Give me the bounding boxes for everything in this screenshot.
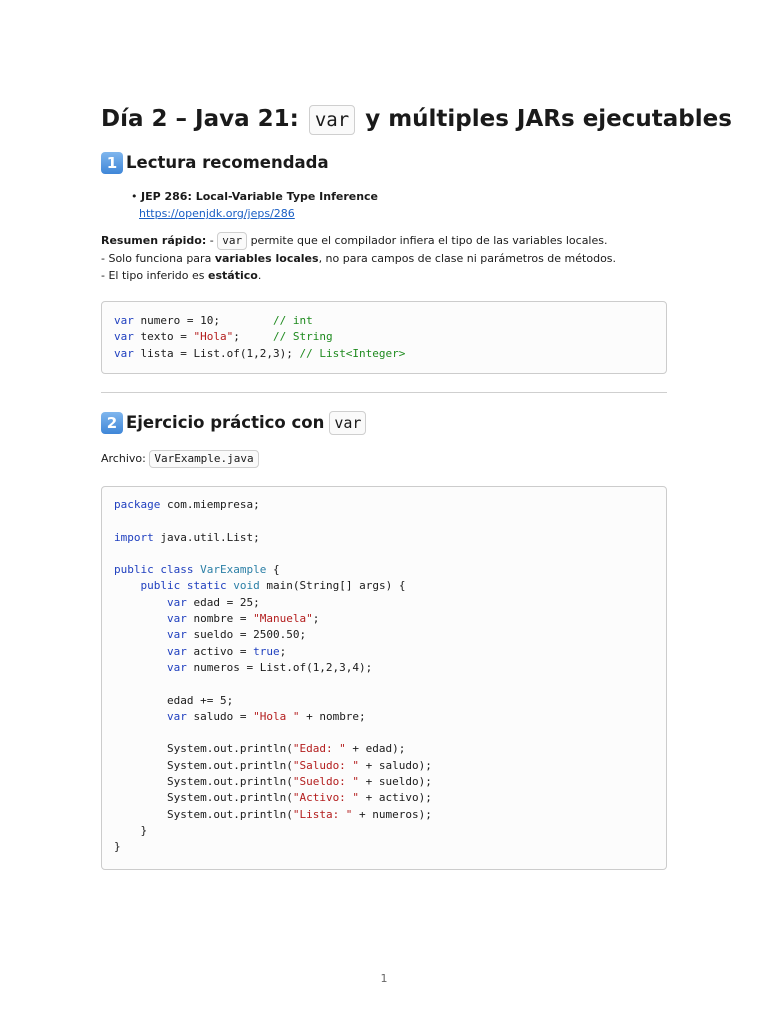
code-token: edad = 25; bbox=[186, 595, 260, 609]
code-string: "Saludo: " bbox=[292, 758, 360, 772]
code-token: numeros = List.of(1,2,3,4); bbox=[186, 660, 373, 674]
code-token: var bbox=[166, 644, 187, 658]
code-token: var bbox=[166, 709, 187, 723]
reading-bullet bbox=[131, 188, 378, 222]
code-token: public bbox=[114, 563, 154, 577]
code-token: + edad); bbox=[345, 742, 406, 756]
code-token: var bbox=[166, 628, 187, 642]
code-string: "Hola " bbox=[253, 709, 300, 723]
code-type: void bbox=[233, 579, 260, 593]
section-divider bbox=[101, 392, 667, 393]
code-string: "Activo: " bbox=[292, 791, 360, 805]
code-token: + sueldo); bbox=[359, 775, 432, 789]
code-string: "Hola" bbox=[193, 330, 234, 344]
code-token: sueldo = 2500.50; bbox=[186, 628, 307, 642]
code-token: var bbox=[166, 595, 187, 609]
summary-l3-pre: - El tipo inferido es bbox=[101, 269, 205, 282]
code-token: System.out.println( bbox=[166, 791, 293, 805]
section-2-heading bbox=[101, 410, 366, 436]
summary-block bbox=[101, 232, 616, 284]
code-token: public bbox=[140, 579, 181, 593]
summary-l2-post: , no para campos de clase ni parámetros de métodos. bbox=[318, 252, 617, 265]
code-token: import bbox=[114, 530, 154, 544]
code-comment: // List<Integer> bbox=[299, 346, 406, 360]
code-token: { bbox=[266, 563, 280, 577]
page-title bbox=[101, 100, 732, 138]
section-2-title: Ejercicio práctico con bbox=[126, 413, 325, 432]
page-number: 1 bbox=[380, 972, 388, 985]
code-token: + activo); bbox=[359, 791, 432, 805]
code-block-var-examples bbox=[101, 301, 667, 374]
file-label: Archivo: bbox=[101, 452, 146, 465]
code-token: java.util.List; bbox=[153, 530, 260, 544]
summary-label: Resumen rápido: bbox=[101, 234, 207, 247]
bullet-title: JEP 286: Local-Variable Type Inference bbox=[141, 190, 379, 203]
code-token: nombre = bbox=[186, 612, 254, 626]
code-token: + saludo); bbox=[359, 758, 432, 772]
code-token: var bbox=[114, 314, 134, 327]
summary-l2-pre: - Solo funciona para bbox=[101, 252, 212, 265]
code-block-varexample bbox=[101, 486, 667, 870]
code-string: "Sueldo: " bbox=[292, 775, 360, 789]
code-token: com.miempresa; bbox=[160, 498, 260, 511]
code-token: true bbox=[253, 644, 280, 658]
code-token: var bbox=[114, 330, 134, 344]
code-token: numero = 10; bbox=[133, 314, 273, 327]
code-string: "Manuela" bbox=[253, 612, 313, 626]
file-name-code: VarExample.java bbox=[149, 450, 258, 468]
code-token: System.out.println( bbox=[166, 742, 293, 756]
code-comment: // int bbox=[272, 314, 313, 327]
title-text-before: Día 2 – Java 21: bbox=[101, 106, 299, 132]
code-token: } bbox=[114, 840, 121, 854]
section-1-title: Lectura recomendada bbox=[126, 153, 329, 172]
keycap-two-icon: 2 bbox=[101, 412, 123, 434]
code-string: "Lista: " bbox=[292, 807, 353, 821]
code-token: + nombre; bbox=[299, 709, 366, 723]
section-1-heading bbox=[101, 150, 329, 176]
code-token: System.out.println( bbox=[166, 758, 293, 772]
code-token: package bbox=[114, 498, 161, 511]
code-token: activo = bbox=[186, 644, 254, 658]
code-token: System.out.println( bbox=[166, 775, 293, 789]
code-token: lista = List.of(1,2,3); bbox=[133, 346, 300, 360]
code-token: static bbox=[186, 579, 227, 593]
section-2-code-var: var bbox=[329, 411, 366, 435]
code-token: edad += 5; bbox=[166, 693, 234, 707]
code-token: ; bbox=[233, 330, 273, 344]
summary-code-var: var bbox=[217, 232, 247, 250]
title-text-after: y múltiples JARs ejecutables bbox=[365, 106, 732, 132]
code-token: System.out.println( bbox=[166, 807, 293, 821]
code-token: + numeros); bbox=[352, 807, 432, 821]
code-string: "Edad: " bbox=[292, 742, 346, 756]
summary-l3-bold: estático bbox=[208, 269, 258, 282]
summary-l1-text: permite que el compilador infiera el tipo de las variables locales. bbox=[250, 234, 608, 247]
keycap-one-icon: 1 bbox=[101, 152, 123, 174]
code-token: main(String[] args) { bbox=[259, 579, 406, 593]
summary-l1-pre: - bbox=[209, 234, 214, 247]
file-line bbox=[101, 450, 259, 468]
summary-l2-bold: variables locales bbox=[214, 252, 319, 265]
code-token: } bbox=[140, 823, 148, 837]
summary-l3-post: . bbox=[257, 269, 262, 282]
code-token: class bbox=[160, 563, 194, 577]
code-token: ; bbox=[312, 612, 320, 626]
jep-link[interactable]: https://openjdk.org/jeps/286 bbox=[139, 207, 295, 220]
code-token: texto = bbox=[133, 330, 194, 344]
code-token: saludo = bbox=[186, 709, 254, 723]
title-code-var: var bbox=[309, 105, 355, 135]
code-token: ; bbox=[279, 644, 287, 658]
code-token: var bbox=[166, 660, 187, 674]
bullet-marker: • bbox=[131, 190, 138, 203]
code-token: var bbox=[114, 346, 134, 360]
code-type: VarExample bbox=[200, 563, 267, 577]
code-token: var bbox=[166, 612, 187, 626]
code-comment: // String bbox=[272, 330, 333, 344]
